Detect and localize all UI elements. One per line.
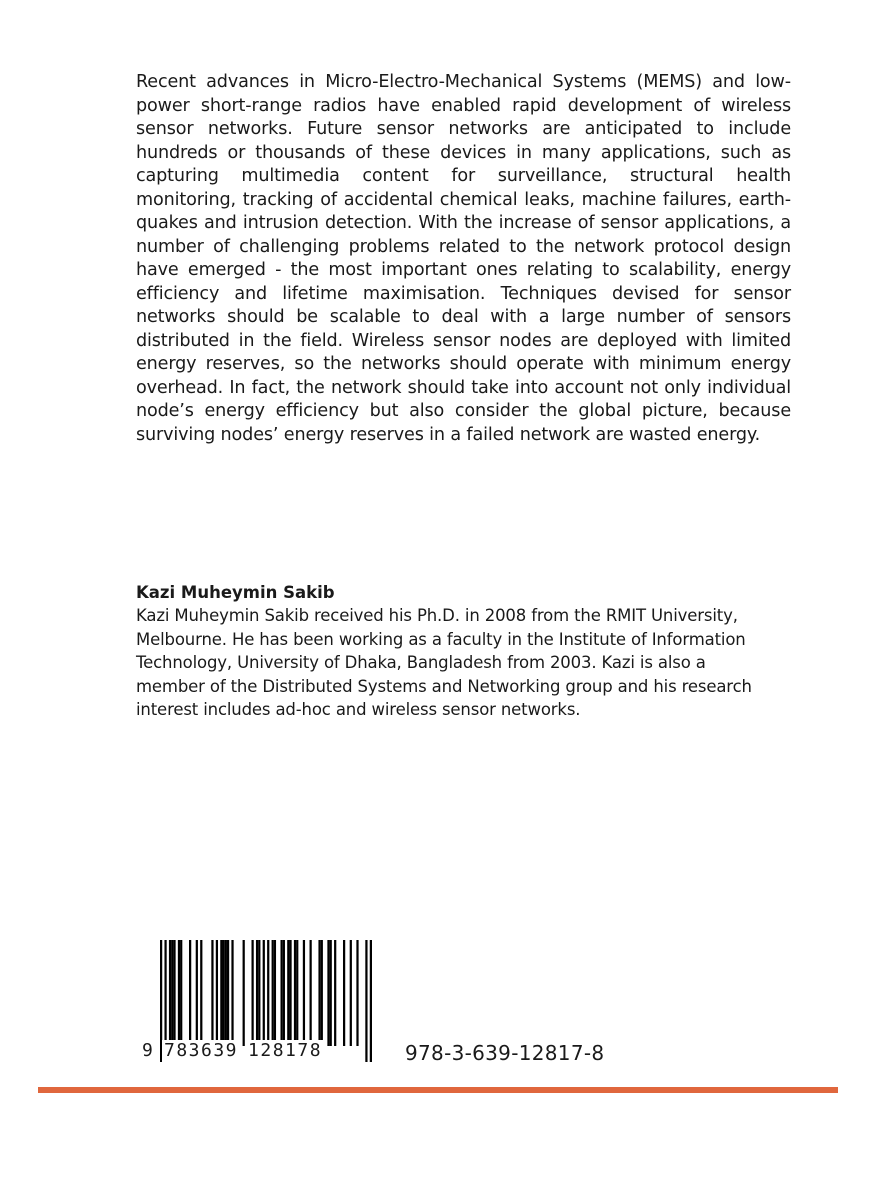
barcode-bar bbox=[318, 940, 320, 1046]
barcode-bar bbox=[289, 940, 291, 1046]
barcode-bar bbox=[180, 940, 182, 1046]
barcode-bar bbox=[303, 940, 305, 1046]
barcode-bar bbox=[356, 940, 358, 1046]
author-bio: Kazi Muheymin Sakib received his Ph.D. in 2008 from the RMIT University, Melbourne. He has been working as a faculty in the Institute of Information Technology, University of Dhaka, Bangladesh from 2003. Kazi is also a member of the Distributed Systems and Networking group and his research interest includes ad-hoc and wireless sensor networks. bbox=[136, 606, 752, 719]
barcode-bar bbox=[281, 940, 283, 1046]
barcode-bar bbox=[310, 940, 312, 1046]
barcode-bar bbox=[321, 940, 323, 1046]
barcode-bar bbox=[294, 940, 296, 1046]
barcode-bar bbox=[231, 940, 233, 1046]
barcode bbox=[142, 940, 382, 1062]
footer-rule bbox=[38, 1087, 838, 1093]
barcode-digits bbox=[142, 1040, 324, 1062]
barcode-bar bbox=[173, 940, 175, 1046]
barcode-bar bbox=[216, 940, 218, 1046]
barcode-bar bbox=[274, 940, 276, 1046]
barcode-bar bbox=[189, 940, 191, 1046]
barcode-bar bbox=[327, 940, 329, 1046]
barcode-bar bbox=[220, 940, 222, 1046]
barcode-bar bbox=[196, 940, 198, 1046]
barcode-bar bbox=[227, 940, 229, 1046]
barcode-bar bbox=[169, 940, 171, 1046]
barcode-bar bbox=[225, 940, 227, 1046]
barcode-bar bbox=[272, 940, 274, 1046]
barcode-bar bbox=[256, 940, 258, 1046]
barcode-bar bbox=[211, 940, 213, 1046]
barcode-bar bbox=[283, 940, 285, 1046]
barcode-bar bbox=[243, 940, 245, 1046]
barcode-bar bbox=[200, 940, 202, 1046]
barcode-bar bbox=[258, 940, 260, 1046]
barcode-bar bbox=[334, 940, 336, 1046]
barcode-bar bbox=[330, 940, 332, 1046]
back-cover-blurb: Recent advances in Micro-Electro-Mechanical Systems (MEMS) and low-power short-range radios have enabled rapid development of wireless sensor networks. Future sensor networks are anticipated to include hundreds or thousands of these devices in many applications, such as capturing multimedia content for surveillance, structural health monitoring, tracking of accidental chemical leaks, machine failures, earth-quakes and intrusion detection. With the increase of sensor applications, a number of challenging problems related to the network protocol design have emerged - the most important ones relating to scalability, energy efficiency and lifetime maximisation. Techniques devised for sensor networks should be scalable to deal with a large number of sensors distributed in the field. Wireless sensor nodes are deployed with limited energy reserves, so the networks should operate with minimum energy overhead. In fact, the network should take into account not only individual node’s energy efficiency but also consider the global picture, because surviving nodes’ energy reserves in a failed network are wasted energy. bbox=[136, 72, 791, 445]
isbn-number: 978-3-639-12817-8 bbox=[405, 1041, 605, 1065]
barcode-bar bbox=[171, 940, 173, 1046]
barcode-left-group: 783639 bbox=[164, 1040, 239, 1061]
barcode-bar bbox=[370, 940, 372, 1062]
barcode-bar bbox=[343, 940, 345, 1046]
barcode-lead-digit: 9 bbox=[142, 1040, 153, 1061]
barcode-bar bbox=[350, 940, 352, 1046]
barcode-right-group: 128178 bbox=[248, 1040, 323, 1061]
barcode-bar bbox=[296, 940, 298, 1046]
barcode-bar bbox=[178, 940, 180, 1046]
barcode-bar bbox=[287, 940, 289, 1046]
barcode-bar bbox=[222, 940, 224, 1046]
barcode-bar bbox=[251, 940, 253, 1046]
author-section bbox=[136, 581, 836, 722]
barcode-bar bbox=[365, 940, 367, 1062]
author-name: Kazi Muheymin Sakib bbox=[136, 583, 335, 602]
